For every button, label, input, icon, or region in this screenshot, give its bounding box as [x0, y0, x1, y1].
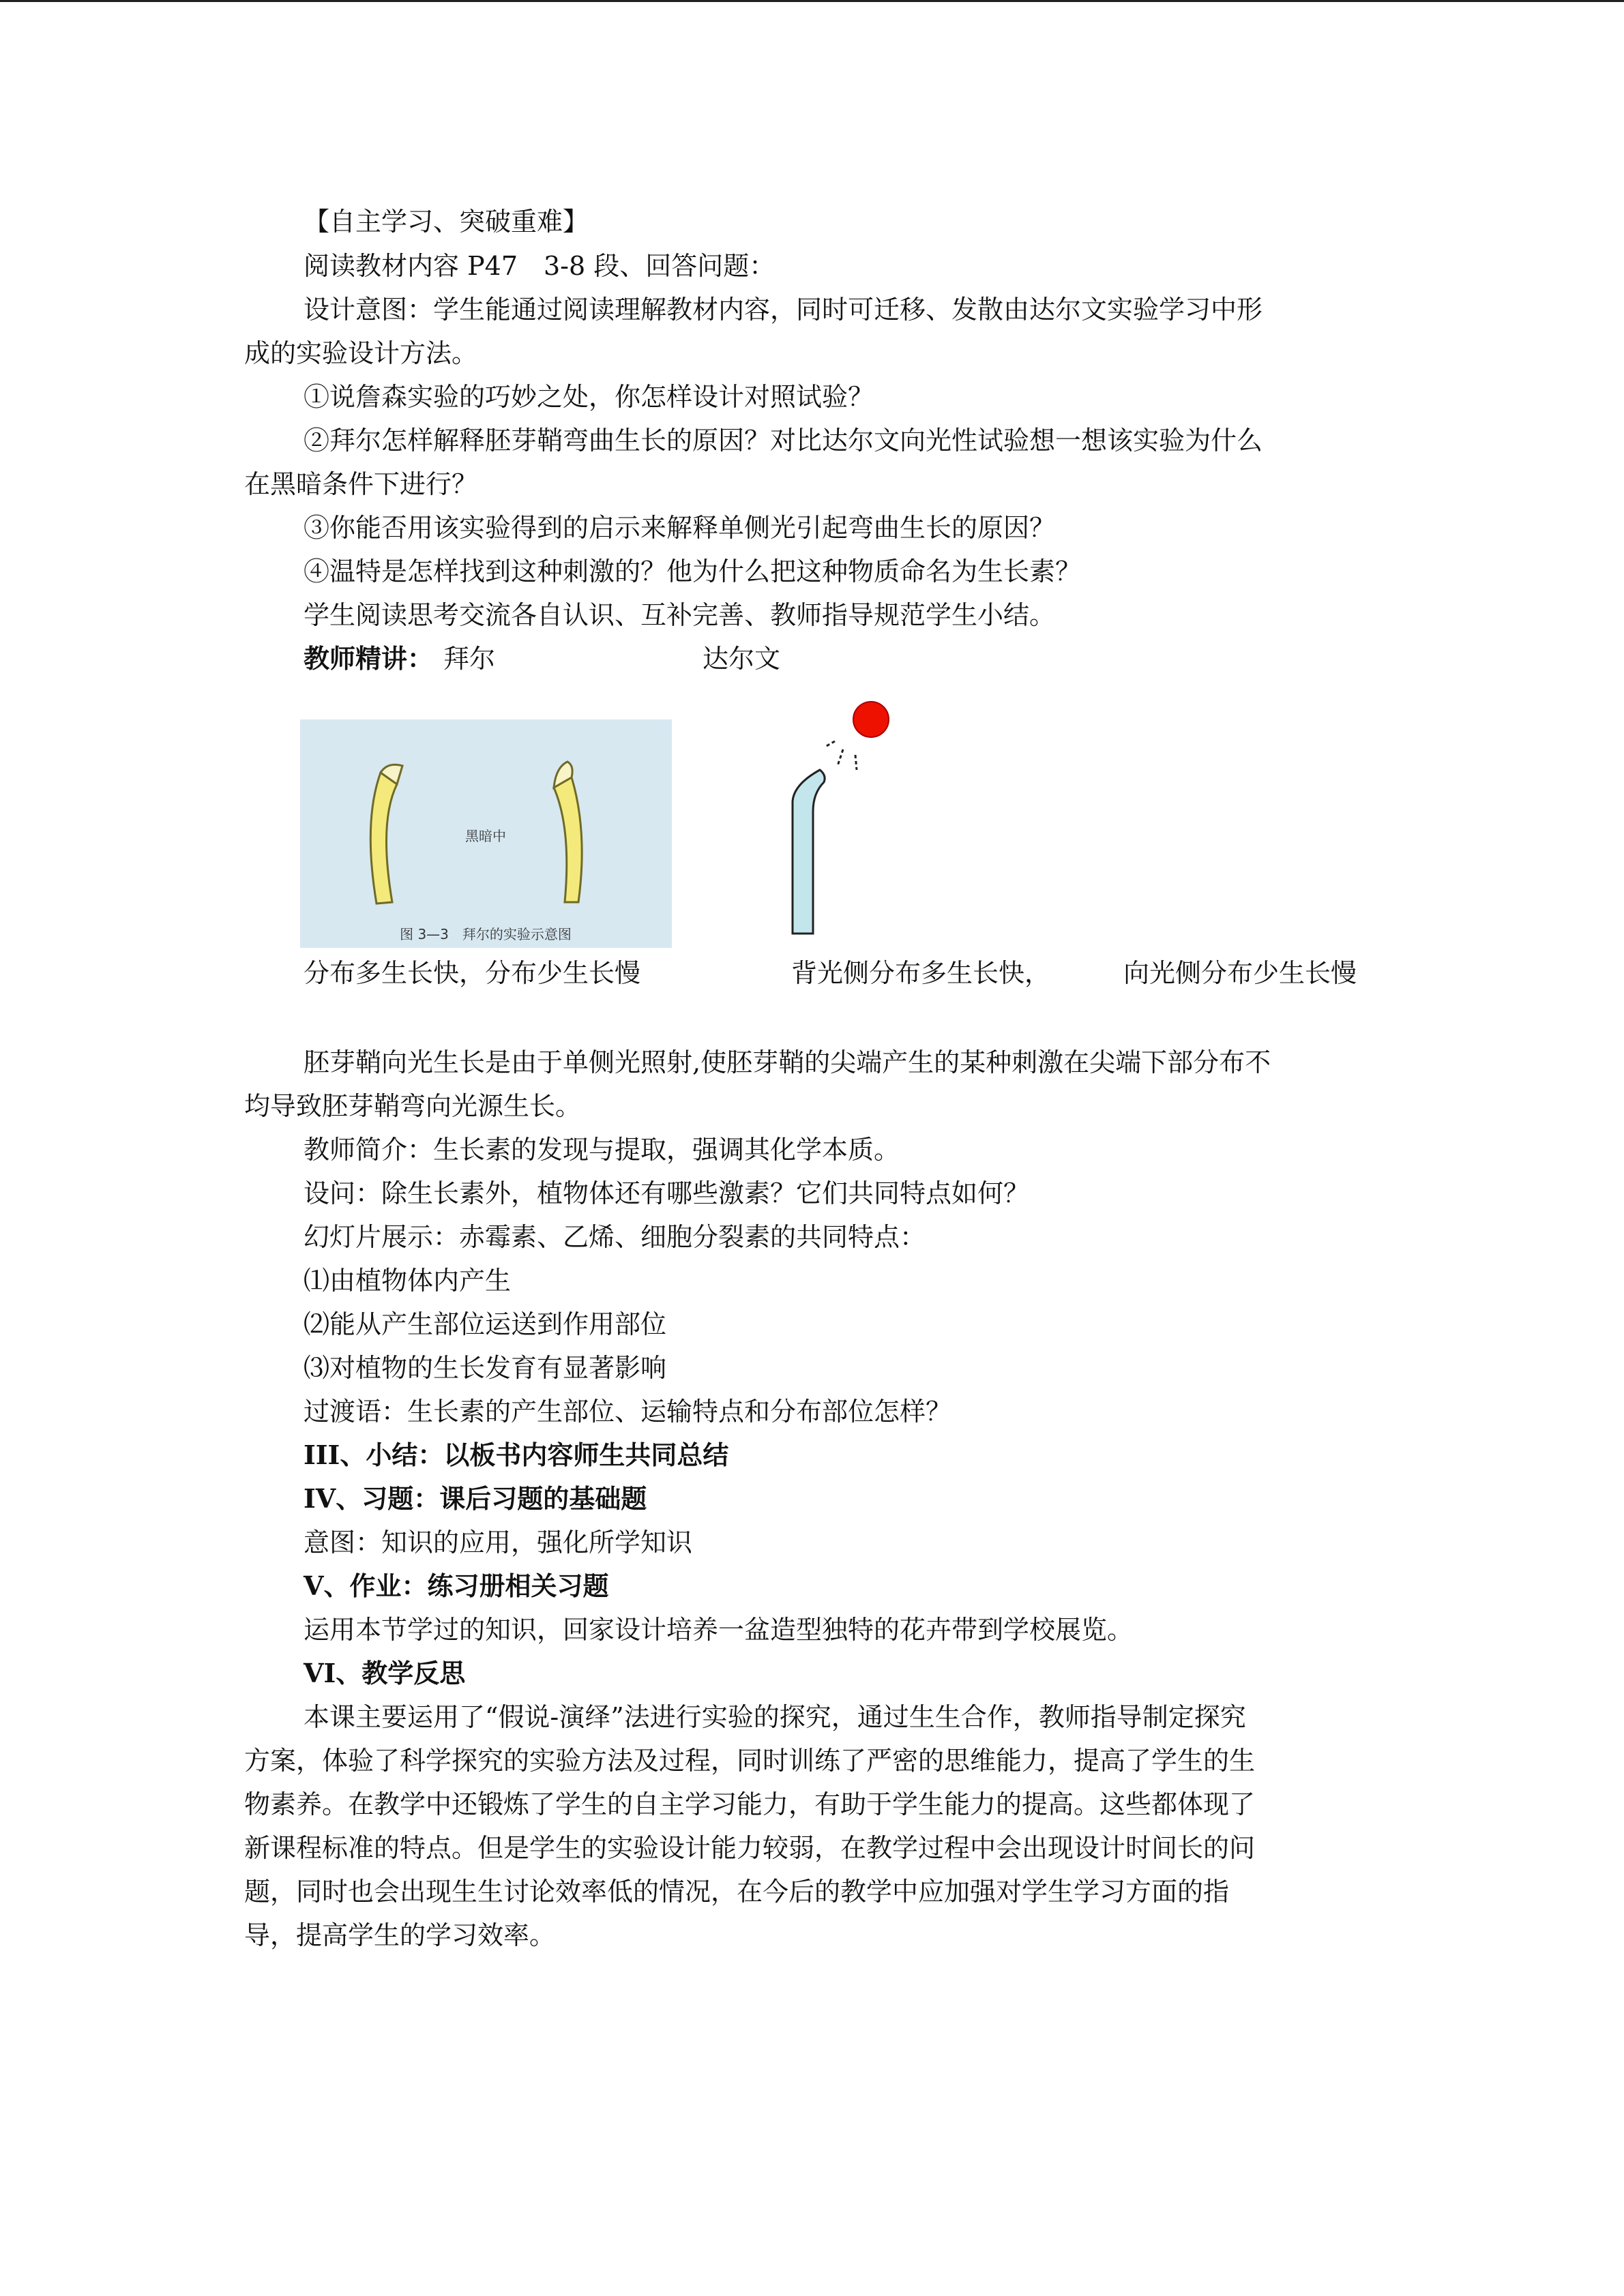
reflection-line-2: 方案，体验了科学探究的实验方法及过程，同时训练了严密的思维能力，提高了学生的生 [244, 1746, 1256, 1776]
reflection-heading: VI、教学反思 [304, 1658, 466, 1688]
homework-text: 运用本节学过的知识，回家设计培养一盆造型独特的花卉带到学校展览。 [304, 1615, 1134, 1645]
question-3: ③你能否用该实验得到的启示来解释单侧光引起弯曲生长的原因？ [304, 513, 1056, 543]
darwin-heading: 达尔文 [703, 644, 781, 674]
bayer-figure-caption: 图 3—3 拜尔的实验示意图 [400, 926, 572, 942]
question-1: ①说詹森实验的巧妙之处，你怎样设计对照试验？ [304, 382, 874, 412]
light-source-sun [853, 702, 889, 737]
bayer-heading: 拜尔 [443, 644, 496, 674]
slide-show: 幻灯片展示：赤霉素、乙烯、细胞分裂素的共同特点： [304, 1222, 926, 1252]
homework-heading: V、作业：练习册相关习题 [304, 1570, 609, 1601]
transition: 过渡语：生长素的产生部位、运输特点和分布部位怎样？ [304, 1397, 952, 1427]
darwin-conclusion-light: 向光侧分布少生长慢 [1123, 958, 1357, 988]
reflection-line-5: 题，同时也会出现生生讨论效率低的情况，在今后的教学中应加强对学生学习方面的指 [244, 1877, 1230, 1907]
exercise-intent: 意图：知识的应用，强化所学知识 [304, 1527, 693, 1557]
student-summary: 学生阅读思考交流各自认识、互补完善、教师指导规范学生小结。 [304, 600, 1056, 630]
darwin-diagram [778, 692, 900, 941]
dark-condition-label: 黑暗中 [465, 828, 506, 844]
reflection-line-4: 新课程标准的特点。但是学生的实验设计能力较弱，在教学过程中会出现设计时间长的问 [244, 1833, 1256, 1863]
light-ray [855, 755, 857, 770]
question-2-line-1: ②拜尔怎样解释胚芽鞘弯曲生长的原因？对比达尔文向光性试验想一想该实验为什么 [304, 426, 1263, 456]
reading-instruction: 阅读教材内容 P47 3-8 段、回答问题： [304, 251, 776, 281]
light-ray [838, 749, 843, 766]
summary-heading: III、小结：以板书内容师生共同总结 [304, 1440, 729, 1470]
bayer-conclusion: 分布多生长快，分布少生长慢 [304, 958, 641, 988]
light-ray [825, 741, 835, 747]
trait-1: ⑴由植物体内产生 [304, 1266, 512, 1296]
bending-coleoptile [793, 770, 825, 934]
design-intent-line-1: 设计意图：学生能通过阅读理解教材内容，同时可迁移、发散由达尔文实验学习中形 [304, 295, 1263, 325]
phototropism-explain-line-2: 均导致胚芽鞘弯向光源生长。 [244, 1091, 582, 1121]
teacher-intro: 教师简介：生长素的发现与提取，强调其化学本质。 [304, 1135, 900, 1165]
question-4: ④温特是怎样找到这种刺激的？他为什么把这种物质命名为生长素？ [304, 556, 1082, 586]
page-top-border [0, 0, 1624, 2]
bayer-diagram [300, 719, 672, 948]
darwin-experiment-figure [778, 692, 900, 941]
darwin-conclusion-shade: 背光侧分布多生长快， [791, 958, 1051, 988]
trait-3: ⑶对植物的生长发育有显著影响 [304, 1353, 667, 1383]
section-heading: 【自主学习、突破重难】 [304, 207, 589, 237]
trait-2: ⑵能从产生部位运送到作用部位 [304, 1309, 667, 1339]
exercise-heading: IV、习题：课后习题的基础题 [304, 1483, 647, 1514]
reflection-line-1: 本课主要运用了“假说-演绎”法进行实验的探究，通过生生合作，教师指导制定探究 [304, 1702, 1246, 1732]
question-2-line-2: 在黑暗条件下进行？ [244, 469, 478, 499]
question-hormones: 设问：除生长素外，植物体还有哪些激素？它们共同特点如何？ [304, 1178, 1030, 1208]
reflection-line-6: 导，提高学生的学习效率。 [244, 1920, 556, 1950]
bayer-experiment-figure [300, 719, 672, 948]
reflection-line-3: 物素养。在教学中还锻炼了学生的自主学习能力，有助于学生能力的提高。这些都体现了 [244, 1789, 1256, 1819]
design-intent-line-2: 成的实验设计方法。 [244, 338, 478, 368]
teacher-explain-label: 教师精讲： [304, 643, 434, 674]
phototropism-explain-line-1: 胚芽鞘向光生长是由于单侧光照射,使胚芽鞘的尖端产生的某种刺激在尖端下部分布不 [304, 1047, 1271, 1077]
